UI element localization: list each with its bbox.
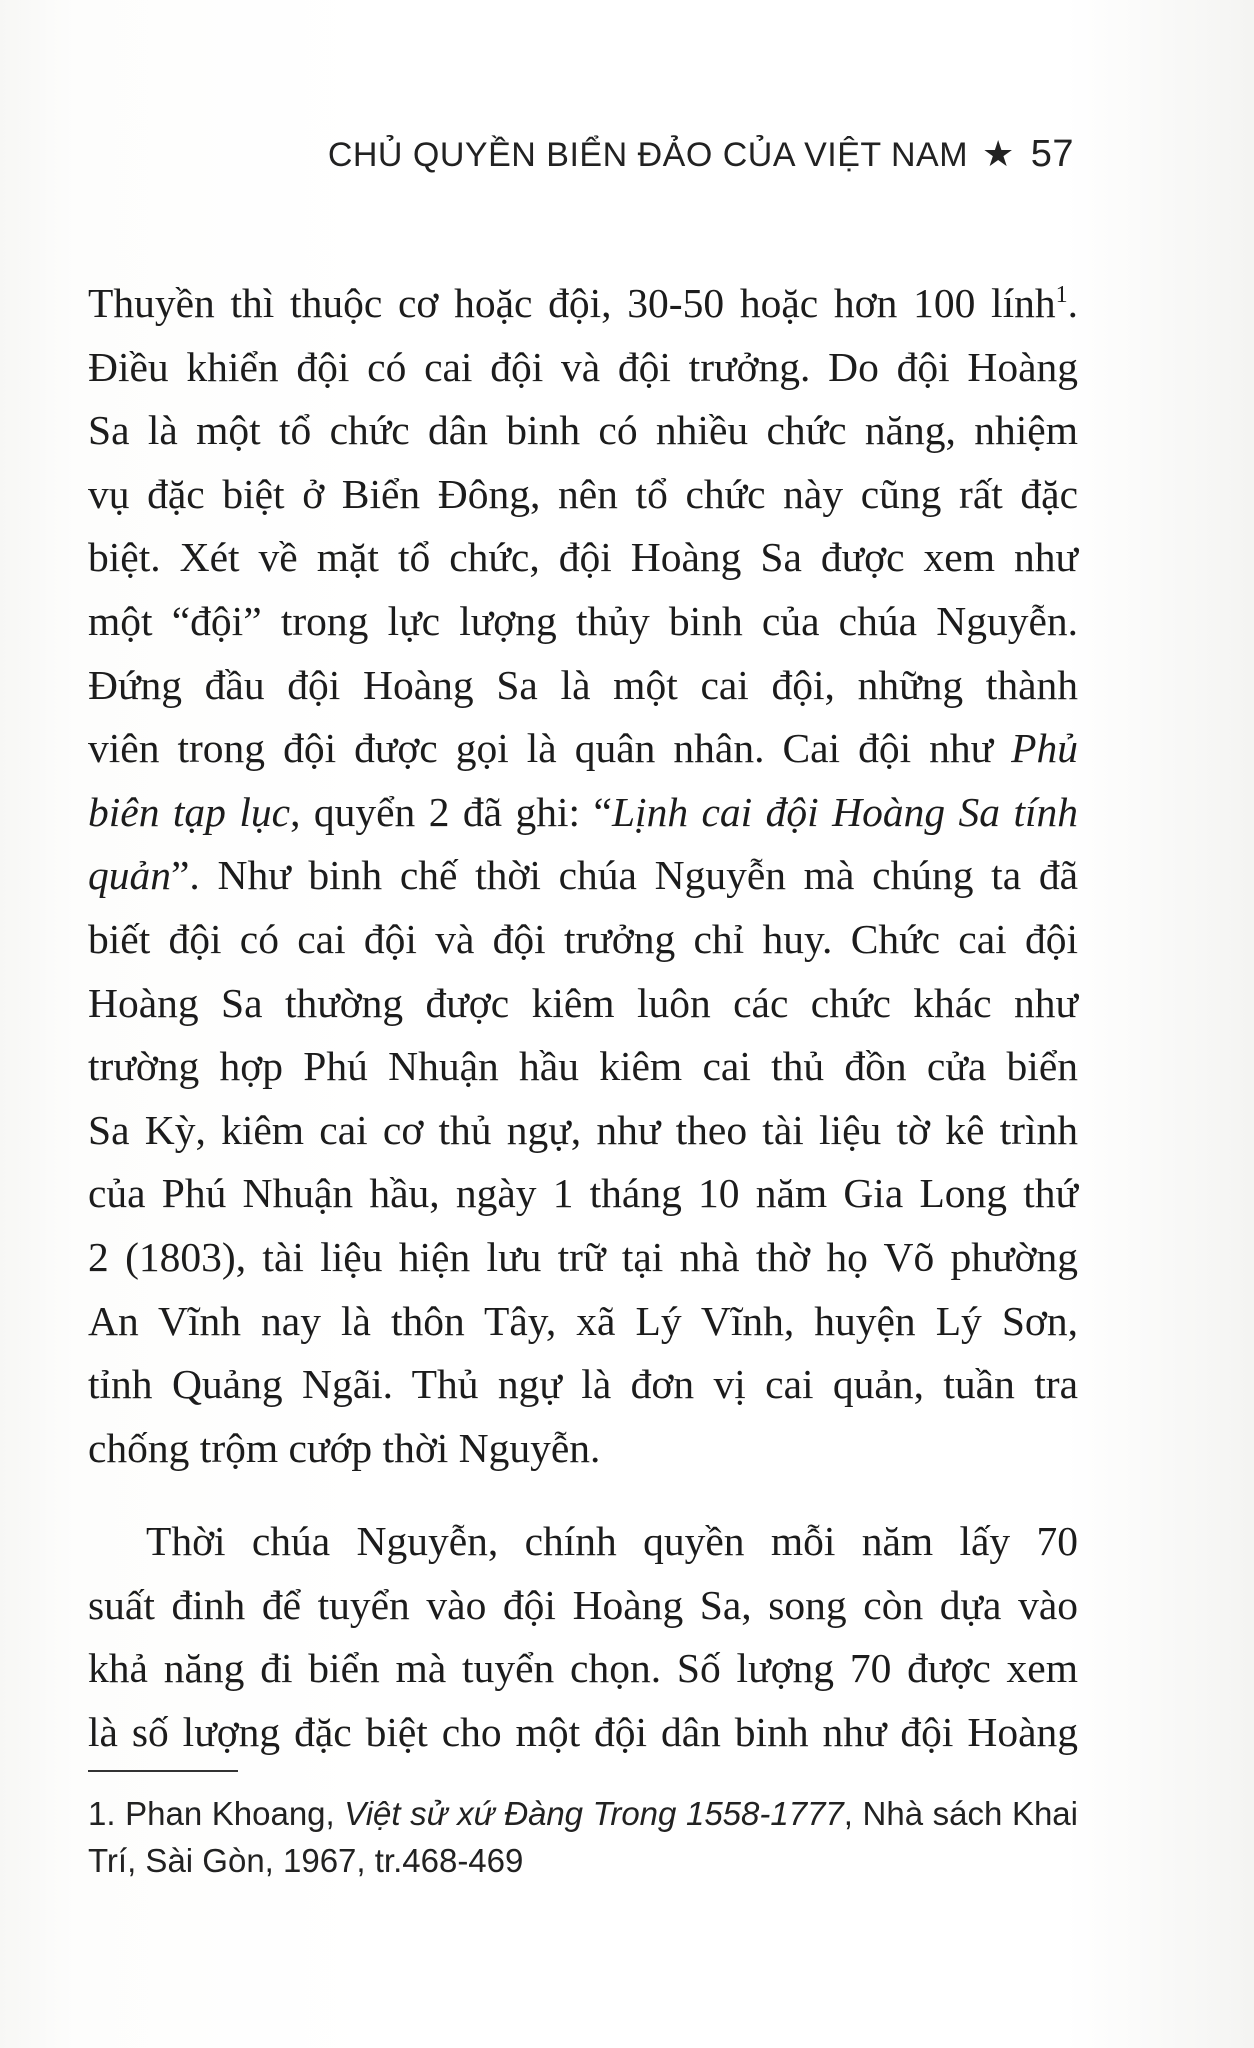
text-line: viên trong đội được gọi là quân nhân. Cai đội như Phủ [88,725,1078,772]
text-line: vụ đặc biệt ở Biển Đông, nên tổ chức này cũng rất đặc [88,470,1078,517]
text-line: An Vĩnh nay là thôn Tây, xã Lý Vĩnh, huyện Lý Sơn, [88,1297,1078,1344]
quotation: quản [88,852,171,899]
text-line: suất đinh để tuyển vào đội Hoàng Sa, song còn dựa vào [88,1581,1078,1628]
quotation: Lịnh cai đội Hoàng Sa tính [611,788,1079,835]
text-line: một “đội” trong lực lượng thủy binh của chúa Nguyễn. [88,597,1078,644]
text-line: quản”. Như binh chế thời chúa Nguyễn mà chúng ta đã [88,852,1078,899]
footnote [88,1790,1078,1884]
text-line: trường hợp Phú Nhuận hầu kiêm cai thủ đồn cửa biển [88,1043,1078,1090]
text-line: Sa là một tổ chức dân binh có nhiều chức năng, nhiệm [88,407,1078,454]
text-line: của Phú Nhuận hầu, ngày 1 tháng 10 năm Gia Long thứ [88,1170,1078,1217]
body-text [88,272,1078,1765]
text-line: khả năng đi biển mà tuyển chọn. Số lượng 70 được xem [88,1645,1078,1692]
footnote-divider [88,1770,238,1772]
running-title: CHỦ QUYỀN BIỂN ĐẢO CỦA VIỆT NAM [327,136,969,174]
text-line: là số lượng đặc biệt cho một đội dân binh như đội Hoàng [88,1709,1078,1756]
star-icon: ★ [981,133,1015,174]
text-line: Điều khiển đội có cai đội và đội trưởng. Do đội Hoàng [88,343,1078,390]
text-line: Sa Kỳ, kiêm cai cơ thủ ngự, như theo tài liệu tờ kê trình [88,1106,1078,1153]
text-line: 2 (1803), tài liệu hiện lưu trữ tại nhà thờ họ Võ phường [88,1233,1078,1280]
paragraph-gap [88,1480,1078,1510]
text-line: Thuyền thì thuộc cơ hoặc đội, 30-50 hoặc hơn 100 lính$^1$. [88,280,1078,326]
book-title: biên tạp lục [88,788,291,835]
footnote-ref: 1 [1055,282,1068,309]
text-line: biết đội có cai đội và đội trưởng chỉ huy. Chức cai đội [88,915,1078,962]
text-line: tỉnh Quảng Ngãi. Thủ ngự là đơn vị cai quản, tuần tra [88,1361,1078,1408]
text-line: Đứng đầu đội Hoàng Sa là một cai đội, những thành [88,661,1078,708]
book-title: Phủ [1011,725,1078,772]
footnote-line: Trí, Sài Gòn, 1967, tr.468-469 [88,1842,524,1879]
page-number: 57 [1030,133,1074,175]
text-line: chống trộm cướp thời Nguyễn. [88,1424,601,1471]
text-line: biệt. Xét về mặt tổ chức, đội Hoàng Sa được xem như [88,534,1078,581]
text-line: biên tạp lục, quyển 2 đã ghi: “Lịnh cai đội Hoàng Sa tính [88,788,1079,835]
text-line: Hoàng Sa thường được kiêm luôn các chức khác như [88,979,1078,1026]
book-title: Việt sử xứ Đàng Trong 1558-1777 [344,1795,844,1832]
footnote-line: 1. Phan Khoang, Việt sử xứ Đàng Trong 1558-1777, Nhà sách Khai [88,1795,1078,1832]
text-line: Thời chúa Nguyễn, chính quyền mỗi năm lấy 70 [146,1518,1078,1565]
running-header [328,133,1074,176]
